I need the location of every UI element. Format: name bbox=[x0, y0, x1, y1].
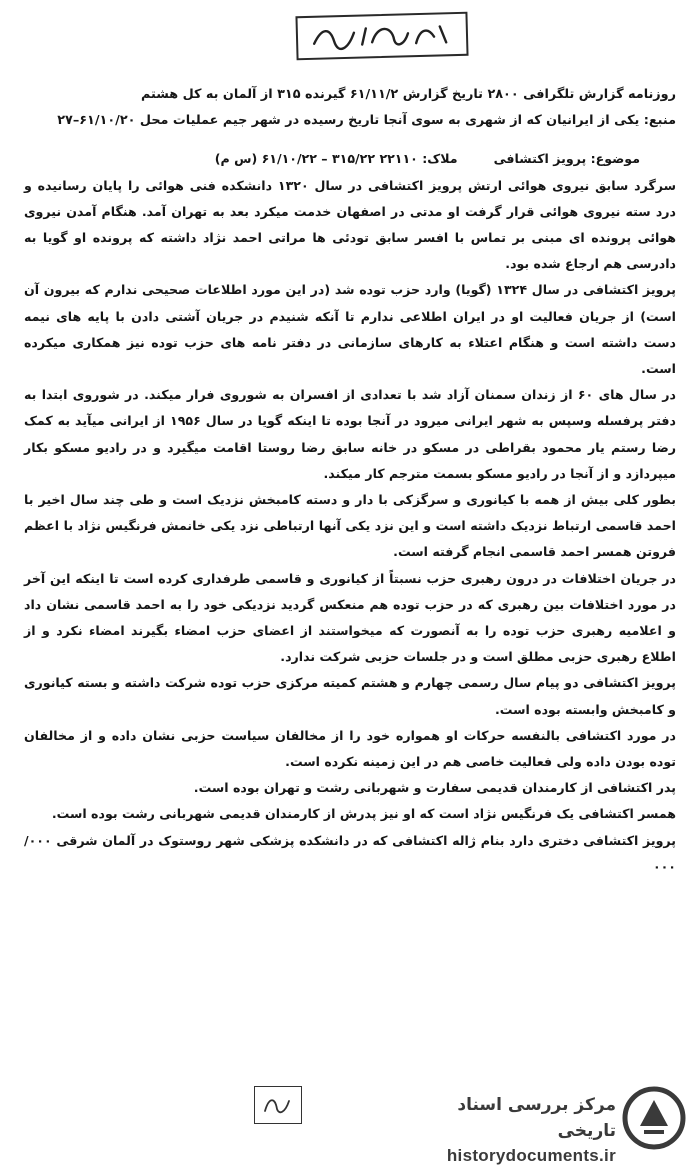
watermark-url: historydocuments.ir bbox=[446, 1146, 616, 1165]
watermark-title: مرکز بررسی اسناد تاریخی bbox=[457, 1095, 616, 1141]
paragraph-1: سرگرد سابق نیروی هوائی ارتش پرویز اکتشافی در سال ۱۳۲۰ دانشکده فنی هوائی را پایان رسانیده و درد سته نیروی هوائی قرار گرفت او مدتی در اصفهان خدمت میکرد بعد به تهران آمد. هنگام آمدن نیروی هوائی پرونده ای مبنی بر تماس با افسر سابق تودئی ها مراتی احمد نژاد داشته که پرونده او گویا به دادرسی هم ارجاع شده بود. bbox=[24, 177, 677, 272]
paragraph-9: همسر اکتشافی یک فرنگیس نژاد است که او نیز پدرش از کارمندان قدیمی شهربانی رشت بوده است. bbox=[51, 806, 676, 822]
reference-number: ملاک: ۲۲۱۱۰ ۳۱۵/۲۲ – ۶۱/۱۰/۲۲ (س م) bbox=[214, 151, 458, 167]
paragraph-8: پدر اکتشافی از کارمندان قدیمی سفارت و شهربانی رشت و تهران بوده است. bbox=[193, 780, 676, 796]
paragraph-4: بطور کلی بیش از همه با کیانوری و سرگزکی با دار و دسته کامبخش نزدیک است و طی چند سال اخیر با احمد قاسمی ارتباط نزدیک داشته است و این نزد یکی آنها ارتباطی نزد یکی خانمش فرنگیس نژاد با اعظم فروتن همسر احمد قاسمی انجام گرفته است. bbox=[24, 492, 676, 560]
document-body bbox=[24, 82, 676, 880]
paragraph-6: پرویز اکتشافی دو پیام سال رسمی چهارم و هشتم کمیته مرکزی حزب توده شرکت داشته و بسته کیانوری و کامبخش وابسته بوده است. bbox=[24, 675, 676, 717]
handwritten-initial-mark bbox=[259, 1091, 297, 1119]
archive-watermark bbox=[406, 1084, 686, 1165]
paragraph-7: در مورد اکتشافی بالنفسه حرکات او همواره خود را از مخالفان سیاست حزبی نشان داده و از مخالفان توده بودن داده ولی فعالیت خاصی هم در این زمینه نکرده است. bbox=[24, 727, 676, 770]
subject-text: موضوع: پرویز اکتشافی bbox=[493, 151, 640, 167]
subject-row bbox=[24, 146, 676, 172]
header-line-1: روزنامه گزارش تلگرافی ۲۸۰۰ تاریخ گزارش ۶۱/۱۱/۲ گیرنده ۳۱۵ از آلمان به کل هشتم bbox=[140, 87, 676, 102]
handwritten-stamp-mark bbox=[308, 18, 457, 52]
paragraph-3: در سال های ۶۰ از زندان سمنان آزاد شد با تعدادی از افسران به شوروی فرار میکند. در شوروی ابتدا به دفتر پرفسله وسپس به شهر ایرانی میرود در آنجا بوده تا اینکه گویا در سال ۱۹۵۶ از ایرانی میآید به کمک رضا رستم یار محمود بقراطی در مسکو در خانه سابق رضا روستا اقامت میگیرد و در رادیو مسکو بکار میپردازد و از آنجا در رادیو مسکو بسمت مترجم کار میکند. bbox=[24, 387, 676, 481]
header-line-2: منبع: یکی از ایرانیان که از شهری به سوی آنجا تاریخ رسیده در شهر جیم عملیات محل ۶۱/۱۰/۲۰–۲۷ bbox=[57, 113, 676, 129]
archive-seal-icon bbox=[622, 1086, 686, 1150]
paragraph-2: پرویز اکتشافی در سال ۱۳۲۴ (گویا) وارد حزب توده شد (در این مورد اطلاعات صحیحی ندارم که بیرون آن است) از جریان فعالیت او در ایران اطلاعی ندارم تا آنکه شنیدم در جریان آشتی دادن با پایه های نیمه دست داشته است و هنگام اعتلاء به کارهای سازمانی در دفتر نامه های حزب توده نیز همکاری میکرده است. bbox=[24, 282, 676, 377]
watermark-text bbox=[410, 1092, 616, 1168]
attachment-stamp bbox=[254, 1086, 302, 1124]
paragraph-10: پرویز اکتشافی دختری دارد بنام ژاله اکتشافی که در دانشکده پزشکی شهر روستوک در آلمان شرقی ۰۰۰/ ۰۰۰ bbox=[24, 832, 676, 874]
classification-stamp bbox=[295, 12, 468, 60]
paragraph-5: در جریان اختلافات در درون رهبری حزب نسبتاً از کیانوری و قاسمی طرفداری کرده است تا اینکه این آخر در مورد اختلافات بین رهبری که در حزب توده هم منعکس گردید نزدیکی خود را به احمد قاسمی نشان داد و اعلامیه رهبری حزب توده را به آنصورت که میخواستند از اعضای حزب امضاء بگیرند امضاء نکرد و از اطلاع رهبری حزبی مطلق است و در جلسات حزبی شرکت ندارد. bbox=[24, 570, 676, 665]
